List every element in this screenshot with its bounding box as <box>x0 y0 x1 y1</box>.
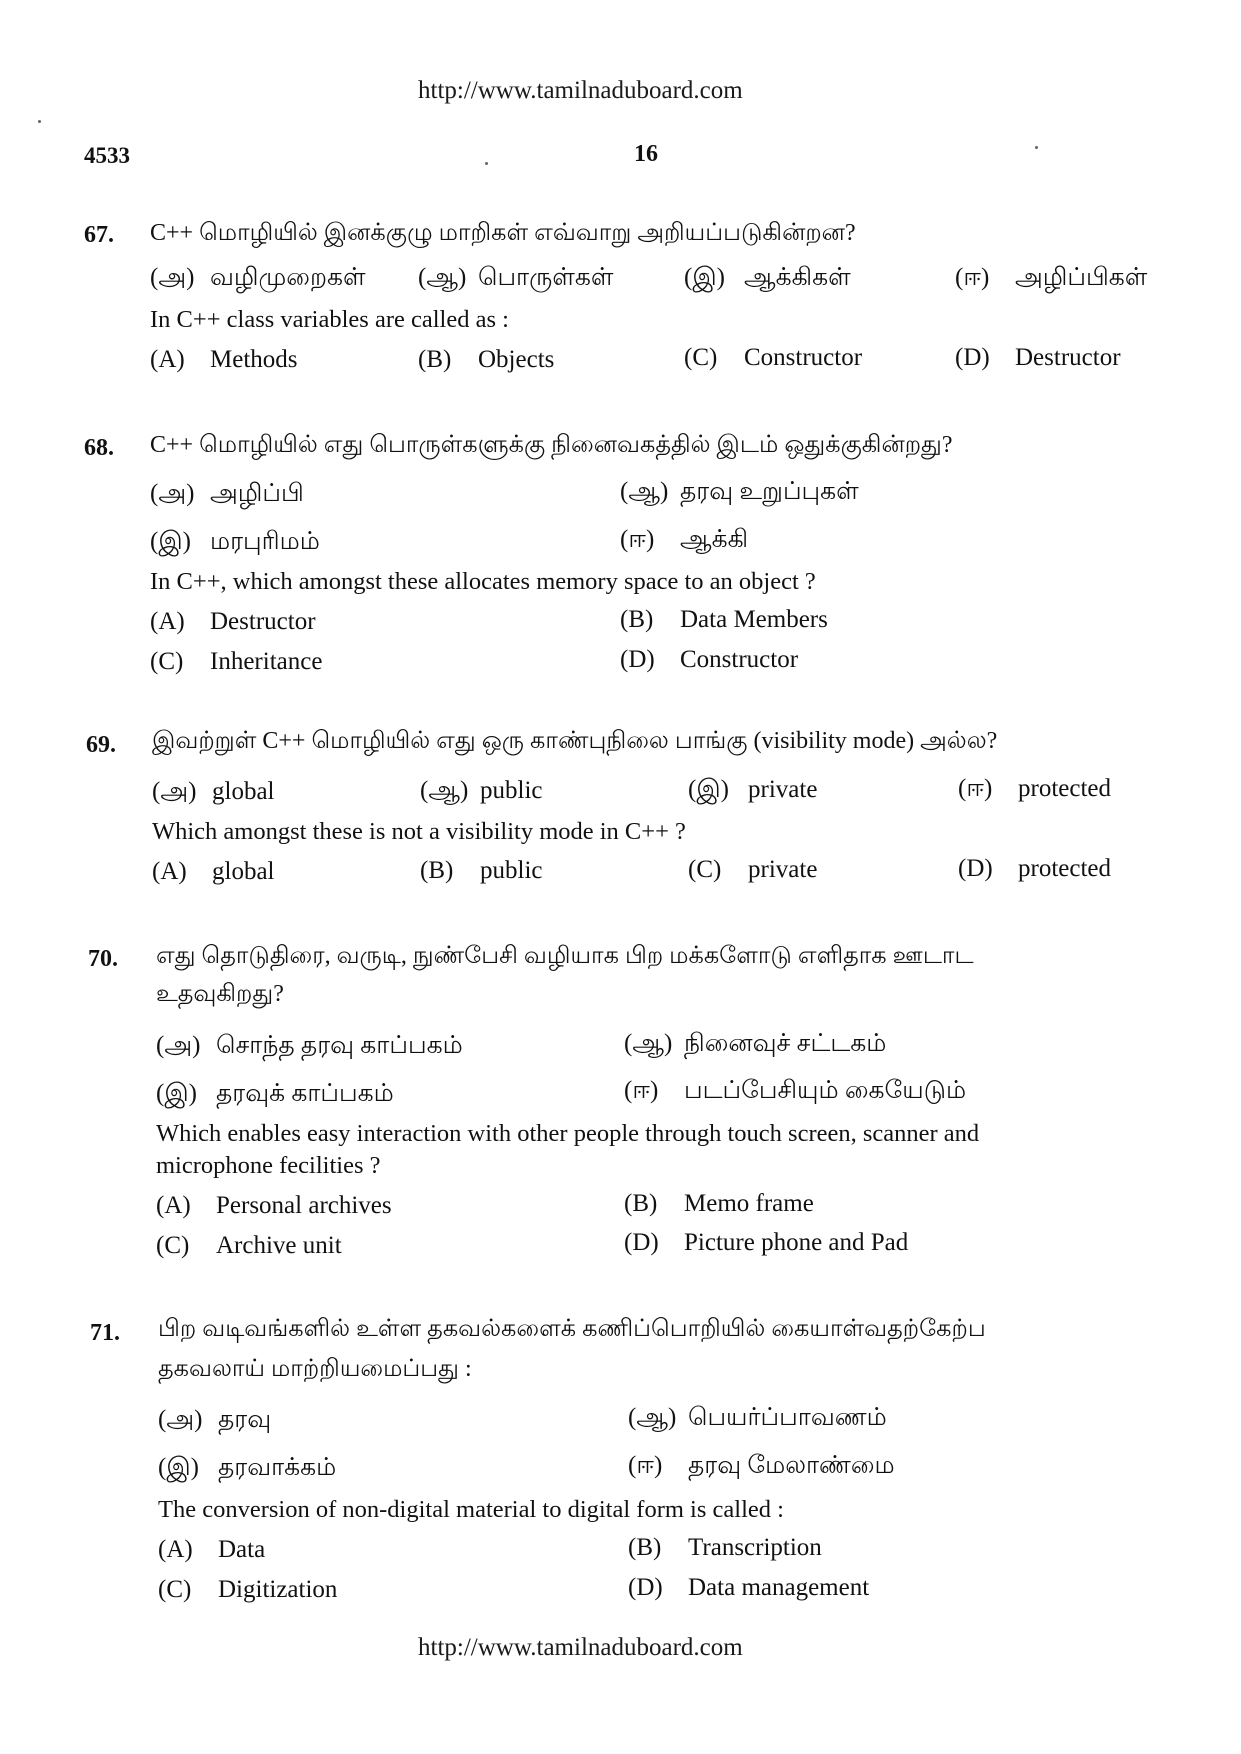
english-option-c: (C) Constructor <box>684 344 863 371</box>
tamil-option-d: (ஈ) ஆக்கி <box>620 526 749 553</box>
english-option-a: (A) Data <box>158 1536 266 1563</box>
footer-url[interactable]: http://www.tamilnaduboard.com <box>418 1634 743 1661</box>
english-option-d: (D) Destructor <box>955 344 1121 371</box>
english-option-b: (B) Memo frame <box>624 1190 814 1217</box>
english-option-a: (A) Methods <box>150 346 298 373</box>
question-tamil-line-1: எது தொடுதிரை, வருடி, நுண்பேசி வழியாக பிற மக்களோடு எளிதாக ஊடாட <box>156 943 974 969</box>
tamil-option-d: (ஈ) படப்பேசியும் கையேடும் <box>624 1077 967 1104</box>
question-number: 68. <box>84 435 114 461</box>
english-option-b: (B) Data Members <box>620 606 828 633</box>
english-option-a: (A) Destructor <box>150 608 316 635</box>
header-url[interactable]: http://www.tamilnaduboard.com <box>418 77 743 104</box>
tamil-option-a: (அ) global <box>152 778 275 805</box>
question-english-line-2: microphone fecilities ? <box>156 1152 381 1179</box>
question-tamil-line-1: பிற வடிவங்களில் உள்ள தகவல்களைக் கணிப்பொறியில் கையாள்வதற்கேற்ப <box>158 1316 986 1342</box>
question-number: 71. <box>90 1320 120 1346</box>
english-option-c: (C) Archive unit <box>156 1232 342 1259</box>
tamil-option-a: (அ) சொந்த தரவு காப்பகம் <box>156 1032 463 1059</box>
tamil-option-c: (இ) private <box>688 776 818 803</box>
english-option-d: (D) Picture phone and Pad <box>624 1229 909 1256</box>
question-tamil-line-2: உதவுகிறது? <box>156 981 284 1007</box>
tamil-option-a: (அ) தரவு <box>158 1406 272 1433</box>
tamil-option-c: (இ) மரபுரிமம் <box>150 528 320 555</box>
tamil-option-b: (ஆ) பெயர்ப்பாவணம் <box>628 1404 887 1431</box>
tamil-option-d: (ஈ) அழிப்பிகள் <box>955 264 1148 291</box>
english-option-c: (C) Inheritance <box>150 648 323 675</box>
question-number: 67. <box>84 222 114 248</box>
english-option-d: (D) protected <box>958 855 1112 882</box>
question-english: The conversion of non-digital material to digital form is called : <box>158 1496 784 1523</box>
english-option-a: (A) global <box>152 858 275 885</box>
tamil-option-c: (இ) தரவுக் காப்பகம் <box>156 1080 394 1107</box>
tamil-option-a: (அ) வழிமுறைகள் <box>150 264 366 291</box>
scan-speck <box>1035 146 1038 149</box>
tamil-option-b: (ஆ) பொருள்கள் <box>418 264 614 291</box>
question-english: In C++ class variables are called as : <box>150 306 509 333</box>
paper-code: 4533 <box>84 143 130 168</box>
page-number: 16 <box>634 141 658 167</box>
tamil-option-b: (ஆ) public <box>420 777 543 804</box>
tamil-option-d: (ஈ) தரவு மேலாண்மை <box>628 1452 895 1479</box>
tamil-option-c: (இ) தரவாக்கம் <box>158 1454 337 1481</box>
question-number: 70. <box>88 946 118 972</box>
english-option-d: (D) Data management <box>628 1574 870 1601</box>
question-english-line-1: Which enables easy interaction with other people through touch screen, scanner and <box>156 1120 980 1147</box>
english-option-c: (C) Digitization <box>158 1576 338 1603</box>
english-option-b: (B) public <box>420 857 543 884</box>
question-tamil-line-2: தகவலாய் மாற்றியமைப்பது : <box>158 1356 472 1382</box>
question-tamil: இவற்றுள் C++ மொழியில் எது ஒரு காண்புநிலை பாங்கு (visibility mode) அல்ல? <box>152 728 998 754</box>
english-option-b: (B) Objects <box>418 346 555 373</box>
english-option-d: (D) Constructor <box>620 646 799 673</box>
english-option-c: (C) private <box>688 856 818 883</box>
english-option-a: (A) Personal archives <box>156 1192 392 1219</box>
tamil-option-b: (ஆ) நினைவுச் சட்டகம் <box>624 1030 887 1057</box>
question-english: In C++, which amongst these allocates memory space to an object ? <box>150 568 816 595</box>
english-option-b: (B) Transcription <box>628 1534 822 1561</box>
question-tamil: C++ மொழியில் எது பொருள்களுக்கு நினைவகத்தில் இடம் ஒதுக்குகின்றது? <box>150 432 953 458</box>
scan-speck <box>38 120 41 123</box>
question-english: Which amongst these is not a visibility mode in C++ ? <box>152 818 686 845</box>
question-tamil: C++ மொழியில் இனக்குழு மாறிகள் எவ்வாறு அறியப்படுகின்றன? <box>150 220 856 246</box>
tamil-option-b: (ஆ) தரவு உறுப்புகள் <box>620 478 859 505</box>
tamil-option-a: (அ) அழிப்பி <box>150 480 304 507</box>
tamil-option-c: (இ) ஆக்கிகள் <box>684 264 851 291</box>
scan-speck <box>485 162 488 165</box>
question-number: 69. <box>86 732 116 758</box>
tamil-option-d: (ஈ) protected <box>958 775 1112 802</box>
